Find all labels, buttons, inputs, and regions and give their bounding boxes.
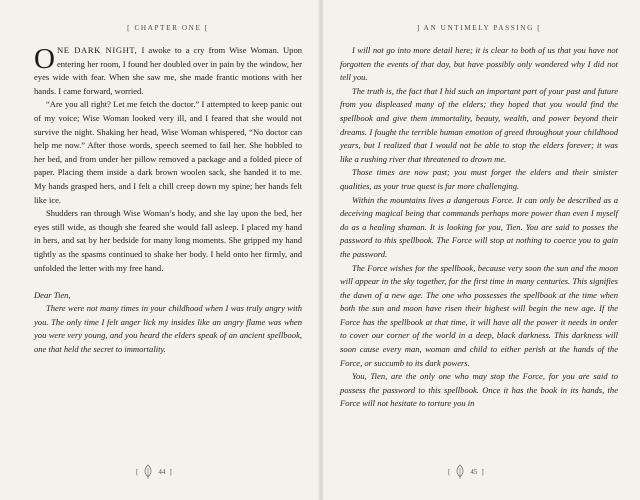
right-page-text [340,44,618,411]
left-page-text [34,44,302,357]
folio-bracket-left: [ [136,468,139,476]
left-page [0,0,318,500]
letter-paragraph-2: I will not go into more detail here; it is clear to both of us that you have not forgotten the events of that day, but have possibly only wondered why I did not tell you. [340,45,618,83]
letter-paragraph-1: There were not many times in your childhood when I was truly angry with you. The only time I felt anger lick my insides like an angry flame was when you were very young, and you heard the elders speak of an ancient spellbook, one that held the secret to immortality. [34,303,302,355]
letter-paragraph-3: The truth is, the fact that I hid such an important part of your past and future from you displeased many of the elders; they hoped that you would find the spellbook and give them immortality, beauty, wealth, and power beyond their dreams. I fought the terrible human emotion of greed throughout your childhood years, but I realized that I would not be able to stop the elders forever; it was like a rushing river that threatened to drown me. [340,85,618,164]
opening-text: I awoke to a cry from Wise Woman. Upon entering her room, I found her doubled over in pain by the window, her eyes wide with fear. When she saw me, she made frantic motions with her hands. I came forward, worried. [34,45,302,96]
right-running-head: ] AN UNTIMELY PASSING [ [416,24,542,32]
folio-bracket-left: [ [448,468,451,476]
paragraph-3: Shudders ran through Wise Woman’s body, and she lay upon the bed, her eyes still wide, as though she feared she would fall asleep. I placed my hand in hers, and sat by her bedside for many long moments. She gripped my hand tightly as the spasms continued to shake her body. I held onto her firmly, and unfolded the letter with my free hand. [34,208,302,273]
left-running-head: [ CHAPTER ONE [ [127,24,209,32]
letter-paragraph-5: Within the mountains lives a dangerous Force. It can only be described as a deceiving magical being that commands perhaps more power than even I myself do as a healing shaman. It is looking for you, Tien. You are said to posses the password to this spellbook. The Force will stop at nothing to coerce you to gain the password. [340,194,618,259]
drop-cap: O [34,43,55,75]
opening-paragraph [34,44,302,98]
letter-paragraph-6: The Force wishes for the spellbook, because very soon the sun and the moon will appear in the sky together, for the first time in many centuries. This signifies the dawn of a new age. The one who possesses the spellbook at the time when both the sun and moon have risen their highest will begin the new age. If the Force has the spellbook at that time, it will have all the power it needs in order to cover our corner of the world in a deep, black darkness. This darkness will soon cause every man, woman and child to either perish at the hands of the Force, or succumb to its dark powers. [340,262,618,368]
right-page [324,0,640,500]
right-folio [448,464,484,480]
page-number: 45 [470,468,478,476]
left-folio [136,464,172,480]
letter-paragraph-7: You, Tien, are the only one who may stop the Force, for you are said to possess the password to this spellbook. Once it has the book in its hands, the Force will not hesitate to torture you in [340,371,618,409]
folio-bracket-right: ] [169,468,172,476]
page-number: 44 [158,468,166,476]
letter-salutation: Dear Tien, [34,289,71,300]
opening-smallcaps: NE DARK NIGHT, [56,45,138,55]
fleur-ornament-icon [142,464,154,480]
letter-paragraph-4: Those times are now past; you must forget the elders and their sinister qualities, as your true quest is far more challenging. [340,167,618,191]
paragraph-2: “Are you all right? Let me fetch the doctor.” I attempted to keep panic out of my voice; Wise Woman looked very ill, and I feared that she would not survive the night. Shaking her head, Wise Woman whispered, “No doctor can help me now.” After those words, speech seemed to fail her. She hobbled to her bed, and from under her pillow removed a package and a folded piece of paper. Placing them inside a dark brown woolen sack, she handed it to me. My hands grasped hers, and I felt a chill creep down my spine; her hands felt like ice. [34,99,302,205]
fleur-ornament-icon [454,464,466,480]
folio-bracket-right: ] [481,468,484,476]
